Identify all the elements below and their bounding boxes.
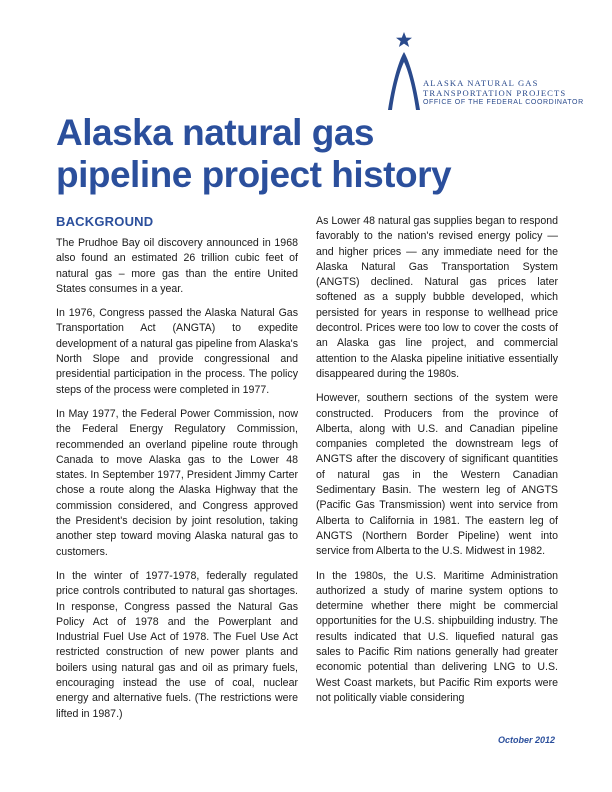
paragraph: In 1976, Congress passed the Alaska Natural Gas Transportation Act (ANGTA) to expedite development of a natural gas pipeline from Alaska's North Slope and provide congressional and presidential participation in the process. The policy steps of the process were completed in 1977. — [56, 307, 298, 396]
paragraph: In the winter of 1977-1978, federally regulated price controls contributed to natural gas shortages. In response, Congress passed the Natural Gas Policy Act of 1978 and the Powerplant and Industrial Fuel Use Act of 1978. The Fuel Use Act restricted construction of new power plants and boilers using natural gas and oil as primary fuels, encouraging instead the use of coal, nuclear energy and alternative fuels. (The restrictions were lifted in 1987.) — [56, 569, 298, 720]
logo-line-3: OFFICE OF THE FEDERAL COORDINATOR — [423, 99, 584, 106]
logo-line-1: ALASKA NATURAL GAS — [423, 78, 539, 88]
section-heading: BACKGROUND — [56, 214, 154, 229]
page-title — [56, 112, 576, 196]
logo-line-2: TRANSPORTATION PROJECTS — [423, 88, 567, 98]
left-column — [56, 214, 298, 731]
footer-date: October 2012 — [497, 735, 555, 745]
paragraph: In May 1977, the Federal Power Commission, now the Federal Energy Regulatory Commission, recommended an overland pipeline route through Canada to move Alaska gas to the Lower 48 states. In September 1977, President Jimmy Carter chose a route along the Alaska Highway that the commission considered, and Congress approved the President's decision by joint resolution, taking another step toward moving Alaska natural gas to customers. — [56, 407, 298, 558]
agency-logo — [380, 30, 584, 120]
paragraph: In the 1980s, the U.S. Maritime Administration authorized a study of marine system options to determine whether there might be commercial opportunities for the U.S. shipbuilding industry. The results indicated that U.S. liquefied natural gas sales to Pacific Rim nations generally had greater economic potential than delivering LNG to U.S. West Coast markets, but Pacific Rim exports were not politically viable considering — [316, 569, 558, 704]
paragraph: However, southern sections of the system were constructed. Producers from the province of Alberta, along with U.S. and Canadian pipeline companies completed the downstream legs of ANGTS after the discovery of significant quantities of natural gas in the Western Canadian Sedimentary Basin. The western leg of ANGTS (Pacific Gas Transmission) went into service from Alberta to California in 1981. The eastern leg of ANGTS (Northern Border Pipeline) went into service from Alberta to the U.S. Midwest in 1982. — [316, 392, 558, 558]
title-line-1: Alaska natural gas — [56, 112, 374, 153]
paragraph: As Lower 48 natural gas supplies began to respond favorably to the nation's revised energy policy — and higher prices — any immediate need for the Alaska Natural Gas Transportation System (ANGTS) declined. Natural gas prices later softened as a supply bubble developed, which persisted for years in response to wellhead price decontrol. Prices were too low to cover the costs of an Alaska gas line project, and commercial attention to the Alaska pipeline initiative essentially disappeared during the 1980s. — [316, 215, 558, 380]
paragraph: The Prudhoe Bay oil discovery announced in 1968 also found an estimated 26 trillion cubic feet of natural gas – more gas than the entire United States consumes in a year. — [56, 237, 298, 295]
title-line-2: pipeline project history — [56, 154, 452, 195]
right-column — [316, 214, 558, 715]
logo-text — [423, 78, 584, 108]
